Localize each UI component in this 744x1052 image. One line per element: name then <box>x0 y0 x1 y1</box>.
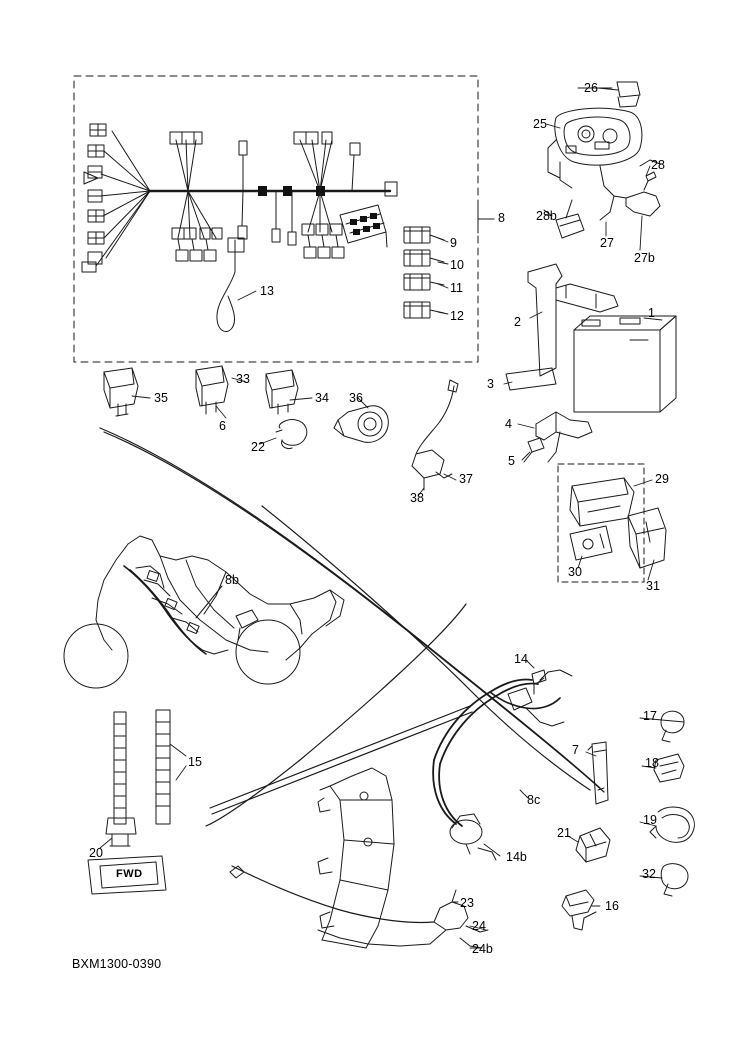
callout-4: 4 <box>505 417 512 431</box>
callout-12: 12 <box>450 309 464 323</box>
callout-2: 2 <box>514 315 521 329</box>
callout-37: 37 <box>459 472 473 486</box>
callout-35: 35 <box>154 391 168 405</box>
callout-8-harness: 8 <box>498 211 505 225</box>
callout-18: 18 <box>645 756 659 770</box>
callout-13: 13 <box>260 284 274 298</box>
callout-23: 23 <box>460 896 474 910</box>
callout-14-bottom: 14b <box>506 850 527 864</box>
callout-38: 38 <box>410 491 424 505</box>
callout-20: 20 <box>89 846 103 860</box>
fwd-direction-label: FWD <box>116 868 143 880</box>
callout-17: 17 <box>643 709 657 723</box>
callout-8-scooter: 8b <box>225 573 239 587</box>
callout-9: 9 <box>450 236 457 250</box>
callout-3: 3 <box>487 377 494 391</box>
callout-30: 30 <box>568 565 582 579</box>
callout-26: 26 <box>584 81 598 95</box>
callout-24-a: 24 <box>472 919 486 933</box>
diagram-part-code: BXM1300-0390 <box>72 957 162 971</box>
callout-8-frame: 8c <box>527 793 541 807</box>
callout-28-a: 28 <box>651 158 665 172</box>
callout-29: 29 <box>655 472 669 486</box>
callout-31: 31 <box>646 579 660 593</box>
callout-33: 33 <box>236 372 250 386</box>
callout-5: 5 <box>508 454 515 468</box>
callout-36: 36 <box>349 391 363 405</box>
callout-32: 32 <box>642 867 656 881</box>
callout-10: 10 <box>450 258 464 272</box>
callout-24-b: 24b <box>472 942 493 956</box>
callout-19: 19 <box>643 813 657 827</box>
callout-7: 7 <box>572 743 579 757</box>
callout-27-a: 27 <box>600 236 614 250</box>
callout-27-b: 27b <box>634 251 655 265</box>
callout-25: 25 <box>533 117 547 131</box>
callout-22: 22 <box>251 440 265 454</box>
callout-6: 6 <box>219 419 226 433</box>
callout-11: 11 <box>450 281 463 295</box>
callout-16: 16 <box>605 899 619 913</box>
callout-34: 34 <box>315 391 329 405</box>
callout-1: 1 <box>648 306 655 320</box>
callout-15: 15 <box>188 755 202 769</box>
callout-28-b: 28b <box>536 209 557 223</box>
callout-21: 21 <box>557 826 571 840</box>
callout-14-top: 14 <box>514 652 528 666</box>
